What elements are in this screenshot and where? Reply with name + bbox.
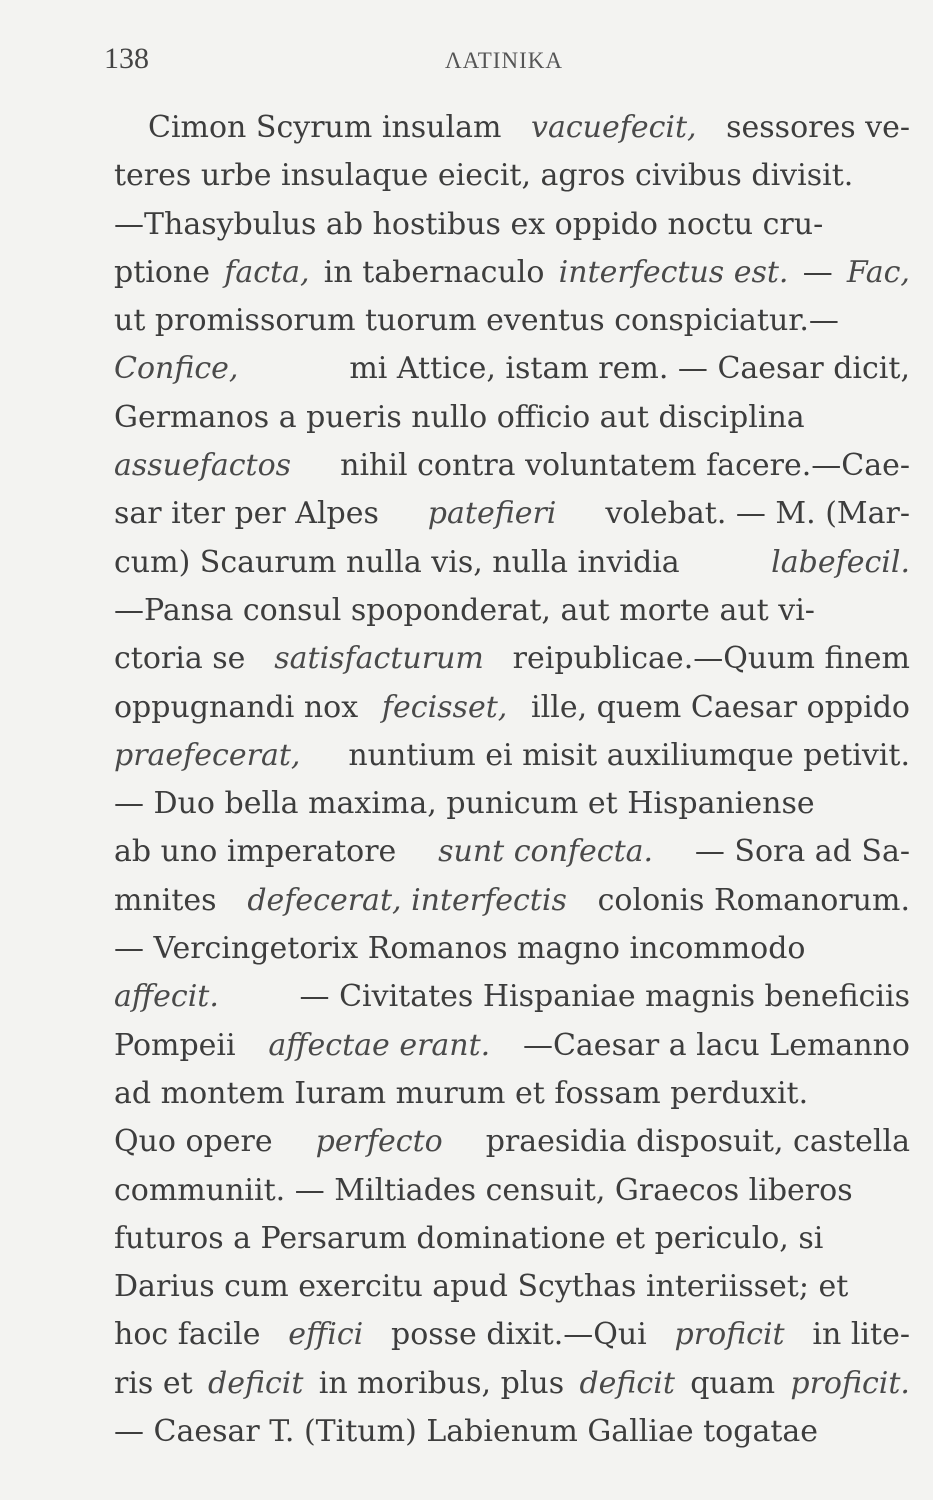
text-line xyxy=(114,1215,910,1263)
text-segment: ad montem Iuram murum et fossam perduxit. xyxy=(114,1075,809,1111)
text-segment: — Vercingetorix Romanos magno incommodo xyxy=(114,931,806,967)
text-segment: teres urbe insulaque eiecit, agros civibus divisit. xyxy=(114,158,854,194)
text-line xyxy=(114,104,910,152)
text-segment: ut promissorum tuorum eventus conspiciatur.— xyxy=(114,303,839,339)
text-line xyxy=(114,925,910,973)
text-segment: — Civitates Hispaniae magnis beneficiis xyxy=(299,979,910,1015)
running-head: ΛΑΤΙΝΙΚΑ xyxy=(445,48,563,73)
text-line xyxy=(114,442,910,490)
text-segment: quam xyxy=(690,1365,776,1401)
text-segment: praesidia disposuit, castella xyxy=(485,1124,910,1160)
text-segment: —Pansa consul spoponderat, aut morte aut vi- xyxy=(114,592,815,628)
italic-term: patefieri xyxy=(427,496,557,532)
text-line xyxy=(114,152,910,200)
italic-term: fecisset, xyxy=(381,689,508,725)
italic-term: assuefactos xyxy=(114,448,292,484)
italic-term: affecit. xyxy=(114,979,219,1015)
text-line xyxy=(114,684,910,732)
text-line xyxy=(114,1311,910,1359)
text-segment: ris et xyxy=(114,1365,193,1401)
text-line xyxy=(114,297,910,345)
italic-term: Fac, xyxy=(846,254,910,290)
text-segment: in lite- xyxy=(812,1317,910,1353)
text-line xyxy=(114,490,910,538)
text-line xyxy=(114,394,910,442)
text-line xyxy=(114,1118,910,1166)
text-line xyxy=(114,587,910,635)
italic-term: proficit xyxy=(674,1317,785,1353)
italic-term: labefecil. xyxy=(771,544,910,580)
text-line xyxy=(114,1022,910,1070)
text-segment: sessores ve- xyxy=(726,110,910,145)
text-segment: — Caesar T. (Titum) Labienum Galliae togatae xyxy=(114,1414,819,1450)
text-segment: — xyxy=(802,254,833,290)
text-segment: volebat. — M. (Mar- xyxy=(605,496,910,532)
text-line xyxy=(114,1070,910,1118)
text-segment: Quo opere xyxy=(114,1124,273,1160)
text-segment: — Duo bella maxima, punicum et Hispaniense xyxy=(114,786,815,822)
text-line xyxy=(114,1360,910,1408)
italic-term: vacuefecit, xyxy=(531,110,697,145)
text-line xyxy=(114,1408,910,1456)
text-line xyxy=(114,1167,910,1215)
italic-term: deficit xyxy=(579,1365,675,1401)
text-line xyxy=(114,973,910,1021)
text-segment: —Thasybulus ab hostibus ex oppido noctu cru- xyxy=(114,206,824,242)
text-segment: Germanos a pueris nullo officio aut disciplina xyxy=(114,399,805,435)
italic-term: affectae erant. xyxy=(268,1027,491,1063)
text-segment: communiit. — Miltiades censuit, Graecos liberos xyxy=(114,1172,853,1208)
italic-term: interfectus est. xyxy=(558,254,789,290)
text-segment: Pompeii xyxy=(114,1027,236,1063)
text-segment: ille, quem Caesar oppido xyxy=(531,689,910,725)
text-segment: — Sora ad Sa- xyxy=(694,834,910,870)
text-line xyxy=(114,249,910,297)
text-segment: cum) Scaurum nulla vis, nulla invidia xyxy=(114,544,680,580)
text-segment: mnites xyxy=(114,882,217,918)
text-line xyxy=(114,780,910,828)
body-text xyxy=(114,104,910,1456)
italic-term: deficit xyxy=(208,1365,304,1401)
text-line xyxy=(114,877,910,925)
text-segment: —Caesar a lacu Lemanno xyxy=(522,1027,910,1063)
italic-term: facta, xyxy=(224,254,310,290)
text-segment: nihil contra voluntatem facere.—Cae- xyxy=(340,448,910,484)
text-line xyxy=(114,828,910,876)
text-segment: oppugnandi nox xyxy=(114,689,359,725)
text-segment: nuntium ei misit auxiliumque petivit. xyxy=(348,737,910,773)
text-line xyxy=(114,539,910,587)
text-segment: sar iter per Alpes xyxy=(114,496,379,532)
text-segment: Cimon Scyrum insulam xyxy=(148,110,502,145)
text-segment: reipublicae.—Quum finem xyxy=(512,641,910,677)
text-segment: Darius cum exercitu apud Scythas interiisset; et xyxy=(114,1269,849,1305)
text-segment: in moribus, plus xyxy=(318,1365,565,1401)
italic-term: effici xyxy=(288,1317,364,1353)
text-line xyxy=(114,345,910,393)
page-number: 138 xyxy=(104,42,149,75)
italic-term: defecerat, interfectis xyxy=(247,882,567,918)
page-header xyxy=(0,42,933,82)
italic-term: praefecerat, xyxy=(114,737,301,773)
text-line xyxy=(114,1263,910,1311)
text-segment: in tabernaculo xyxy=(323,254,545,290)
italic-term: sunt confecta. xyxy=(438,834,654,870)
text-segment: ctoria se xyxy=(114,641,246,677)
text-segment: ptione xyxy=(114,254,210,290)
italic-term: perfecto xyxy=(315,1124,443,1160)
text-segment: ab uno imperatore xyxy=(114,834,397,870)
italic-term: proficit. xyxy=(790,1365,910,1401)
text-segment: futuros a Persarum dominatione et periculo, si xyxy=(114,1220,824,1256)
text-segment: posse dixit.—Qui xyxy=(391,1317,647,1353)
text-segment: hoc facile xyxy=(114,1317,261,1353)
text-line xyxy=(114,732,910,780)
italic-term: satisfacturum xyxy=(274,641,484,677)
text-line xyxy=(114,201,910,249)
text-line xyxy=(114,635,910,683)
italic-term: Confice, xyxy=(114,351,239,387)
text-segment: colonis Romanorum. xyxy=(597,882,910,918)
text-segment: mi Attice, istam rem. — Caesar dicit, xyxy=(349,351,910,387)
